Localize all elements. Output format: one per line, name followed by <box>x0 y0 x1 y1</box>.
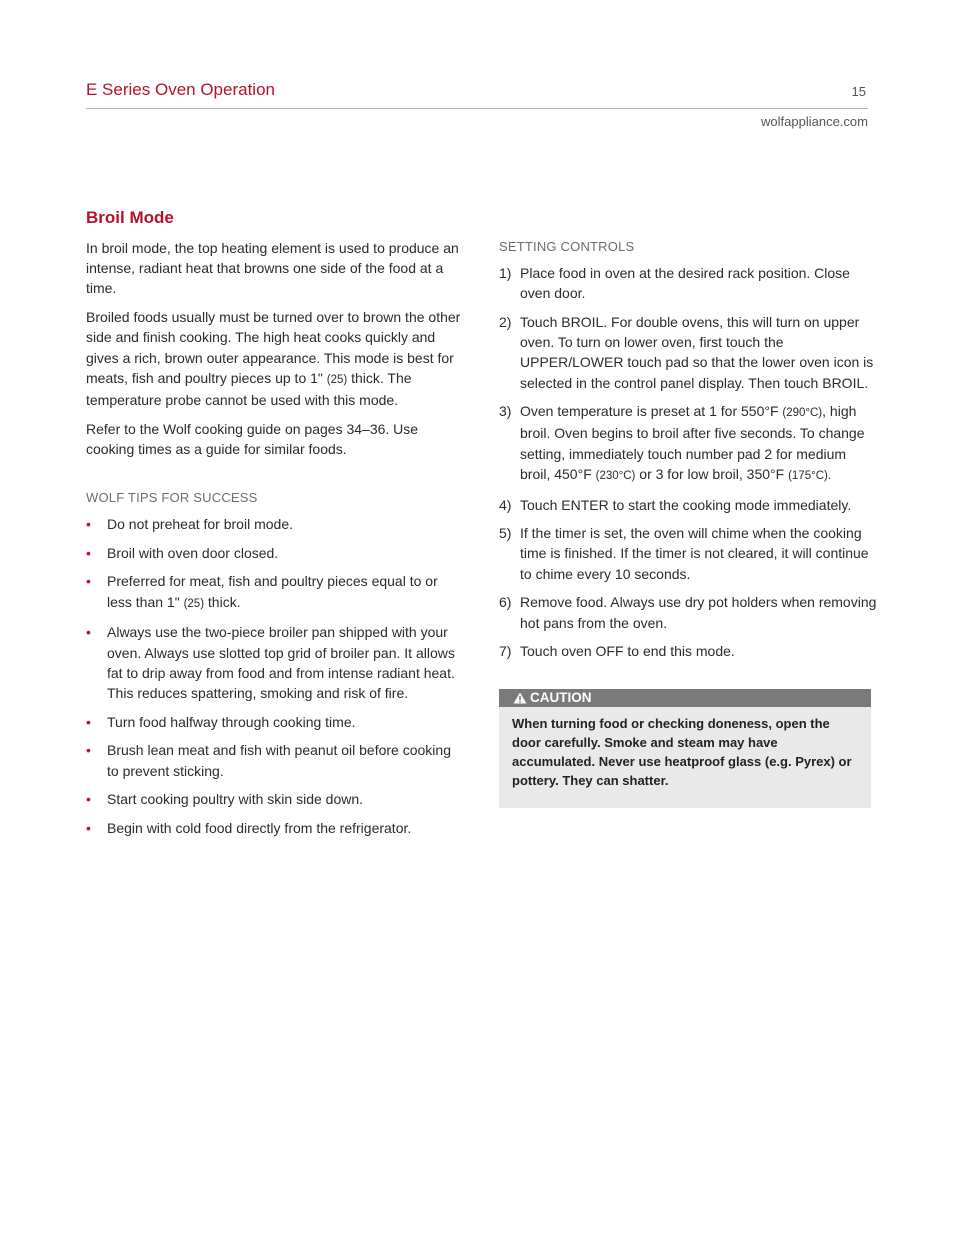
tip-text: Brush lean meat and fish with peanut oil before cooking to prevent sticking. <box>107 742 451 779</box>
metric-value: (230°C) <box>595 469 636 482</box>
step-item <box>499 401 879 486</box>
bullet-icon: • <box>86 544 91 561</box>
caution-label: CAUTION <box>530 690 592 706</box>
broiled-foods-paragraph <box>86 307 466 410</box>
step-item <box>499 263 879 303</box>
bullet-icon: • <box>86 819 91 836</box>
step-text: . <box>827 469 832 482</box>
step-text: If the timer is set, the oven will chime when the cooking time is finished. If the timer is not cleared, it will continue to chime every 10 seconds. <box>520 525 869 582</box>
paragraph-text: In broil mode, the top heating element is used to produce an intense, radiant heat that browns one side of the food at a time. <box>86 240 459 297</box>
header-divider <box>86 108 868 109</box>
list-item <box>86 622 466 703</box>
step-text: Place food in oven at the desired rack position. Close oven door. <box>520 265 850 302</box>
bullet-icon: • <box>86 742 91 759</box>
metric-value: (175°C) <box>788 469 828 482</box>
step-item <box>499 495 879 515</box>
tip-text: Begin with cold food directly from the refrigerator. <box>107 819 412 836</box>
bullet-icon: • <box>86 573 91 590</box>
step-number: 4) <box>499 496 512 513</box>
tip-text: Preferred for meat, fish and poultry pieces equal to or less than 1" <box>107 573 438 610</box>
page-number: 15 <box>851 84 866 99</box>
cooking-guide-paragraph <box>86 419 466 459</box>
step-text: , high broil. Oven begins to broil after five seconds. To change setting, immediately touch number pad 2 for medium broil, 450°F <box>520 403 865 482</box>
metric-value: (25) <box>183 597 205 610</box>
step-text: Oven temperature is preset at 1 for 550°F <box>520 403 783 420</box>
step-text: or 3 for low broil, 350°F <box>635 465 789 482</box>
paragraph-text: Broiled foods usually must be turned over to brown the other side and finish cooking. The high heat cooks quickly and gives a rich, brown outer appearance. This mode is best for meats, fish and poultry pieces up to 1" <box>86 309 461 386</box>
step-number: 5) <box>499 525 512 542</box>
steps-list <box>499 263 879 661</box>
step-number: 7) <box>499 643 512 660</box>
website-url: wolfappliance.com <box>761 114 868 129</box>
list-item <box>86 514 466 534</box>
list-item <box>86 818 466 838</box>
step-number: 3) <box>499 403 512 420</box>
tips-heading: WOLF TIPS FOR SUCCESS <box>86 490 258 506</box>
bullet-icon: • <box>86 713 91 730</box>
paragraph-text: Refer to the Wolf cooking guide on pages 34–36. Use cooking times as a guide for similar foods. <box>86 420 419 457</box>
step-number: 1) <box>499 265 512 281</box>
step-item <box>499 312 879 393</box>
metric-value: (290°C) <box>782 407 823 420</box>
step-text: Touch ENTER to start the cooking mode immediately. <box>520 496 852 513</box>
paragraph-text: thick. The temperature probe cannot be used with this mode. <box>86 369 412 408</box>
bullet-icon: • <box>86 791 91 808</box>
step-item <box>499 592 879 632</box>
tip-text: thick. <box>204 593 241 610</box>
step-text: Remove food. Always use dry pot holders when removing hot pans from the oven. <box>520 594 877 631</box>
tip-text: Broil with oven door closed. <box>107 544 279 561</box>
metric-value: (25) <box>326 373 348 386</box>
bullet-icon: • <box>86 624 91 641</box>
list-item <box>86 789 466 809</box>
list-item <box>86 740 466 780</box>
step-number: 2) <box>499 313 512 330</box>
step-item <box>499 641 879 661</box>
tip-text: Start cooking poultry with skin side down. <box>107 791 364 808</box>
left-column <box>86 206 466 847</box>
warning-triangle-icon <box>513 692 527 704</box>
step-item <box>499 523 879 584</box>
tips-list <box>86 514 466 838</box>
step-number: 6) <box>499 594 512 611</box>
list-item <box>86 571 466 613</box>
tip-text: Turn food halfway through cooking time. <box>107 713 356 730</box>
caution-box <box>499 689 871 808</box>
setting-controls-heading: SETTING CONTROLS <box>499 239 635 254</box>
list-item <box>86 712 466 732</box>
caution-text: When turning food or checking doneness, open the door carefully. Smoke and steam may have accumulated. Never use heatproof glass (e.g. Pyrex) or pottery. They can shatter. <box>512 716 852 789</box>
right-column <box>499 238 879 808</box>
tip-text: Do not preheat for broil mode. <box>107 516 293 533</box>
bullet-icon: • <box>86 516 91 533</box>
header-title: E Series Oven Operation <box>86 80 275 99</box>
tip-text: Always use the two-piece broiler pan shipped with your oven. Always use slotted top grid of broiler pan. It allows fat to drip away from food and from intense radiant heat. This reduces spattering, smoking and risk of fire. <box>107 624 455 701</box>
step-text: Touch oven OFF to end this mode. <box>520 643 735 660</box>
list-item <box>86 543 466 563</box>
step-text: Touch BROIL. For double ovens, this will turn on upper oven. To turn on lower oven, first touch the UPPER/LOWER touch pad so that the lower oven icon is selected in the control panel display. Then touch BROIL. <box>520 313 874 391</box>
section-title: Broil Mode <box>86 208 174 227</box>
caution-header <box>499 689 871 707</box>
intro-paragraph <box>86 238 466 299</box>
